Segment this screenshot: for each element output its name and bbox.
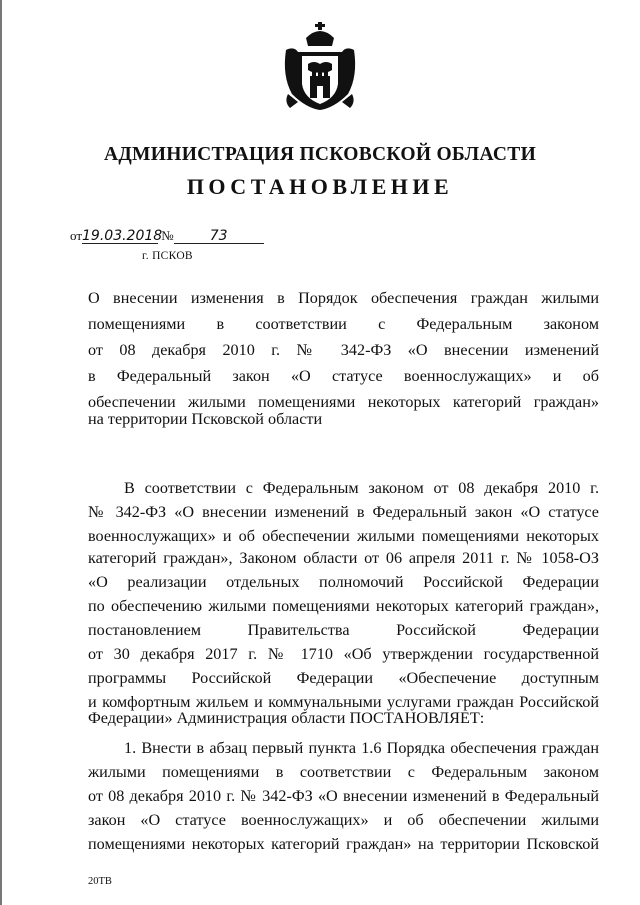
body-line: жилыми помещениями в соответствии с Федеральным законом (88, 763, 599, 781)
body-line: постановлением Правительства Российской Федерации (88, 621, 599, 639)
body-line: категорий граждан», Законом области от 06 апреля 2011 г. № 1058-ОЗ (88, 549, 599, 567)
body-line: «О реализации отдельных полномочий Российской Федерации (88, 573, 599, 591)
title-line: от 08 декабря 2010 г. № 342-ФЗ «О внесении изменений (88, 341, 599, 359)
body-line: № 342-ФЗ «О внесении изменений в Федеральный закон «О статусе (88, 503, 599, 521)
number-value: 73 (174, 229, 264, 244)
scan-edge (0, 0, 2, 905)
date-value: 19.03.2018 (82, 228, 163, 244)
body-line: закон «О статусе военнослужащих» и об обеспечении жилыми (88, 811, 599, 829)
body-line: от 30 декабря 2017 г. № 1710 «Об утверждении государственной (88, 645, 599, 663)
date-number-line (70, 228, 264, 244)
body-line: программы Российской Федерации «Обеспечение доступным (88, 669, 599, 687)
coat-of-arms-icon (276, 20, 364, 112)
date-prefix: от (70, 228, 83, 243)
body-line: 1. Внести в абзац первый пункта 1.6 Порядка обеспечения граждан (124, 739, 599, 757)
organization-name: АДМИНИСТРАЦИЯ ПСКОВСКОЙ ОБЛАСТИ (103, 144, 537, 165)
number-prefix: № (161, 228, 174, 243)
document-type: ПОСТАНОВЛЕНИЕ (186, 174, 454, 199)
body-line: Федерации» Администрация области ПОСТАНОВЛЯЕТ: (88, 709, 485, 727)
title-line: в Федеральный закон «О статусе военнослужащих» и об (88, 367, 599, 385)
body-line: В соответствии с Федеральным законом от 08 декабря 2010 г. (124, 479, 599, 497)
body-line: помещениями некоторых категорий граждан» на территории Псковской (88, 835, 599, 853)
body-line: военнослужащих» и об обеспечении жилыми помещениями некоторых (88, 527, 599, 545)
body-line: по обеспечению жилыми помещениями некоторых категорий граждан», (88, 597, 599, 615)
body-line: от 08 декабря 2010 г. № 342-ФЗ «О внесении изменений в Федеральный (88, 787, 599, 805)
title-line: обеспечении жилыми помещениями некоторых категорий граждан» (88, 393, 599, 411)
title-line: О внесении изменения в Порядок обеспечения граждан жилыми (88, 289, 599, 307)
title-line: помещениями в соответствии с Федеральным законом (88, 315, 599, 333)
body-line: и комфортным жильем и коммунальными услугами граждан Российской (88, 693, 599, 711)
footer-code: 20ТВ (88, 876, 112, 887)
title-line: на территории Псковской области (88, 410, 323, 428)
city: г. ПСКОВ (142, 250, 193, 262)
